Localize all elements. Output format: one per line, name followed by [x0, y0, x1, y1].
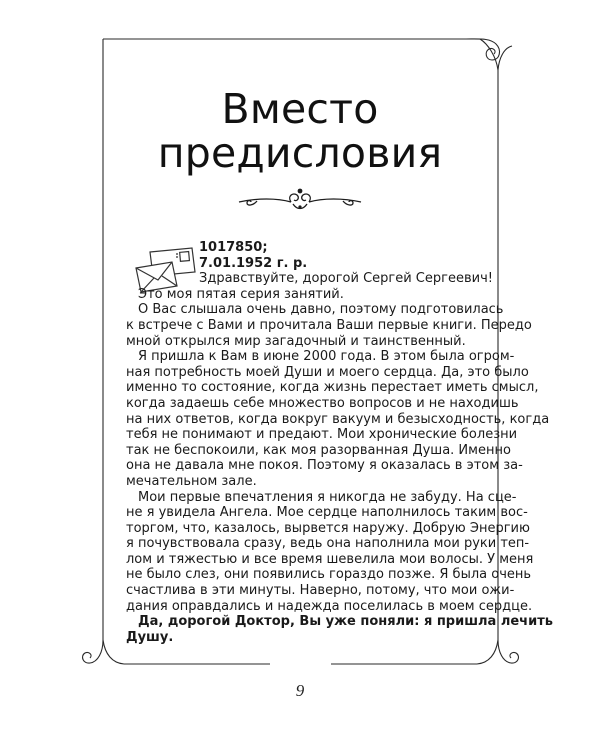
letter-text [126, 286, 553, 646]
title-ornament-icon [237, 186, 363, 216]
letter-date: 7.01.1952 г. р. [199, 255, 308, 271]
text-line: когда задаешь себе множество вопросов и не находишь [126, 395, 519, 411]
page-number: 9 [295, 681, 305, 700]
text-line: не я увидела Ангела. Мое сердце наполнилось таким вос- [126, 505, 528, 521]
text-line: Я пришла к Вам в июне 2000 года. В этом была огром- [138, 349, 515, 365]
text-line: счастлива в эти минуты. Наверно, потому, что мои ожи- [126, 583, 515, 599]
text-line: мечательном зале. [126, 473, 257, 489]
letter-number: 1017850; [199, 240, 268, 255]
text-line: дания оправдались и надежда поселилась в моем сердце. [126, 598, 533, 614]
text-line: Это моя пятая серия занятий. [138, 286, 344, 302]
text-line: так не беспокоили, как моя разорванная Душа. Именно [126, 442, 511, 458]
text-line: ная потребность моей Души и моего сердца. Да, это было [126, 364, 529, 380]
text-line: Мои первые впечатления я никогда не забуду. На сце- [138, 489, 517, 505]
text-line: Да, дорогой Доктор, Вы уже поняли: я пришла лечить [138, 614, 553, 630]
letter-body [126, 240, 553, 645]
chapter-title-line-2: предисловия [157, 129, 443, 177]
text-line: не было слез, они появились гораздо позже. Я была очень [126, 567, 532, 583]
text-line: она не давала мне покоя. Поэтому я оказалась в этом за- [126, 458, 523, 474]
text-line: лом и тяжестью и все время шевелила мои волосы. У меня [126, 551, 534, 567]
text-line: О Вас слышала очень давно, поэтому подготовилась [138, 302, 504, 318]
text-line: торгом, что, казалось, вырвется наружу. Добрую Энергию [126, 520, 530, 536]
chapter-title-line-1: Вместо [221, 85, 379, 133]
text-line: Душу. [126, 629, 174, 645]
letter-greeting: Здравствуйте, дорогой Сергей Сергеевич! [199, 271, 493, 287]
text-line: именно то состояние, когда жизнь перестает иметь смысл, [126, 380, 539, 396]
text-line: я почувствовала сразу, ведь она наполнила мои руки теп- [126, 536, 530, 552]
text-line: тебя не понимают и предают. Мои хронические болезни [126, 427, 518, 443]
text-line: к встрече с Вами и прочитала Ваши первые книги. Передо [126, 317, 532, 333]
text-line: мной открылся мир загадочный и таинственный. [126, 333, 466, 349]
text-line: на них ответов, когда вокруг вакуум и безысходность, когда [126, 411, 550, 427]
